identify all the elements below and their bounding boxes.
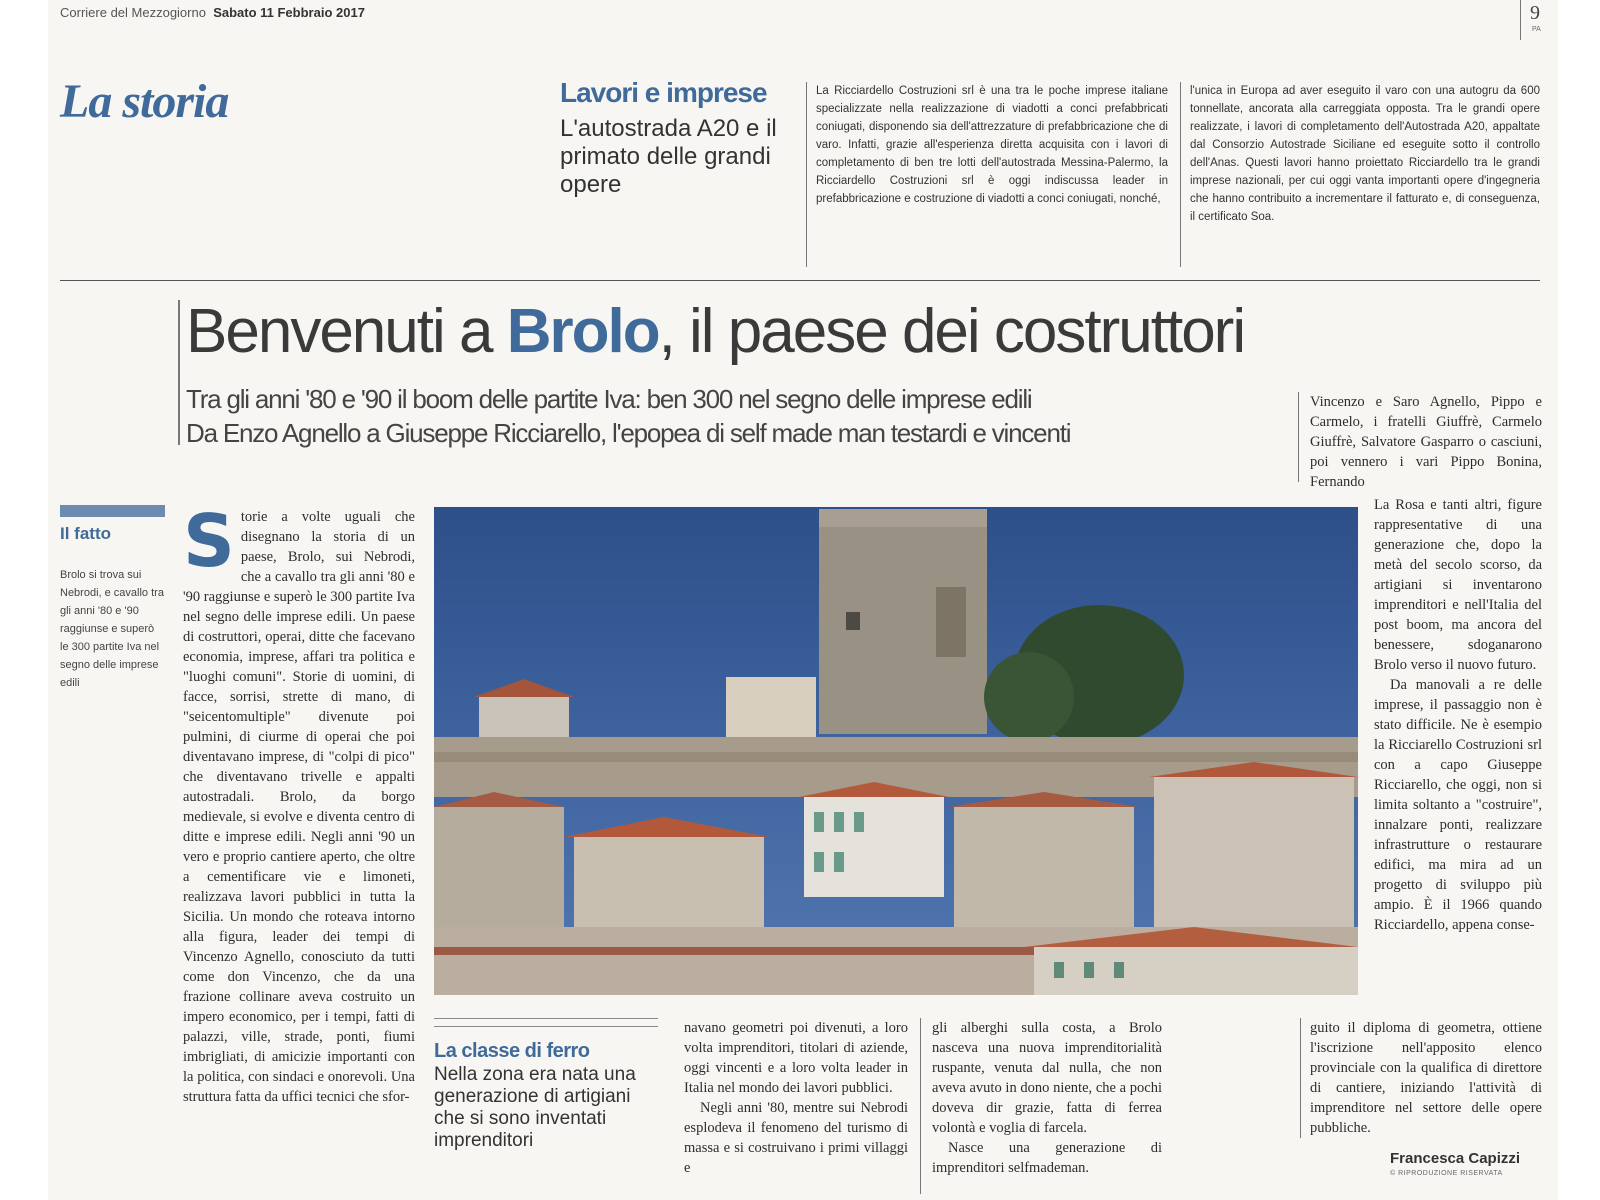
body-right-bottom: guito il diploma di geometra, ottiene l'iscrizione nell'apposito elenco provinciale con la qualifica di direttore di cantiere, iniziando l'attività di imprenditore nel settore delle opere pubbliche. bbox=[1310, 1020, 1542, 1136]
masthead-date: Sabato 11 Febbraio 2017 bbox=[213, 5, 365, 20]
section-label: La storia bbox=[60, 75, 229, 128]
body-right-mid-text: La Rosa e tanti altri, figure rappresentative di una generazione che, dopo la metà del secolo scorso, da artigiani si inventarono imprenditori e nell'Italia del post boom, ma ancora del benessere, sdoganarono Brolo verso il nuovo futuro. bbox=[1374, 497, 1542, 673]
brolo-photo bbox=[434, 507, 1358, 995]
headline-pre: Benvenuti a bbox=[186, 297, 507, 366]
body-col3-text: gli alberghi sulla costa, a Brolo nasceva una nuova imprenditorialità ruspante, venuta dal nulla, che non aveva avuto in dono niente, che a pochi doveva dir grazie, fatta di ferrea volontà e voglia di farcela. bbox=[932, 1020, 1162, 1136]
column-divider bbox=[806, 82, 807, 267]
column-divider bbox=[1180, 82, 1181, 267]
fatto-text: Brolo si trova sui Nebrodi, e cavallo tra gli anni '80 e '90 raggiunse e superò le 300 partite Iva nel segno delle imprese edili bbox=[60, 569, 164, 689]
headline-post: , il paese dei costruttori bbox=[658, 297, 1245, 366]
body-column-2 bbox=[684, 1018, 908, 1194]
body-right-mid2-text: Da manovali a re delle imprese, il passaggio non è stato difficile. Ne è esempio la Ricciarello Costruzioni srl con a capo Giuseppe Ricciarello, che oggi, non si limita soltanto a "costruire", innalzare ponti, realizzare infrastrutture o restaurare edifici, ma mira ad un progetto di sviluppo più ampio. È il 1966 quando Ricciardello, appena conse- bbox=[1374, 677, 1542, 933]
classe-text: Nella zona era nata una generazione di artigiani che si sono inventati imprenditori bbox=[434, 1064, 636, 1151]
top-story-col1: La Ricciardello Costruzioni srl è una tra le poche imprese italiane specializzate nella realizzazione di viadotti a conci prefabbricati coniugati, disponendo sia dell'attrezzature di prefabbricazione che di varo. Infatti, grazie all'esperienza diretta acquisita con i lavori di completamento di ben tre lotti dell'autostrada Messina-Palermo, la Ricciardello Costruzioni srl è oggi indiscussa leader in prefabbricazione e costruzione di viadotti a conci coniugati, nonché, bbox=[816, 85, 1168, 205]
body-col2-text: navano geometri poi divenuti, a loro volta imprenditori, titolari di aziende, oggi vincenti e a loro volta leader in Italia nel mondo dei lavori pubblici. bbox=[684, 1020, 908, 1096]
dropcap: S bbox=[183, 507, 235, 583]
brolo-photo-image bbox=[434, 507, 1358, 995]
masthead-paper: Corriere del Mezzogiorno bbox=[60, 5, 206, 20]
body-column-3 bbox=[932, 1018, 1162, 1194]
body-col2b-text: Negli anni '80, mentre sui Nebrodi esplodeva il fenomeno del turismo di massa e si costruivano i primi villaggi e bbox=[684, 1100, 908, 1176]
body-right-mid bbox=[1374, 495, 1542, 995]
column-divider bbox=[1298, 392, 1299, 482]
subhead bbox=[186, 382, 1070, 450]
masthead-divider bbox=[1520, 0, 1521, 40]
headline-bold: Brolo bbox=[506, 297, 659, 366]
column-divider bbox=[920, 1018, 921, 1194]
body-col1-text: torie a volte uguali che disegnano la storia di un paese, Brolo, sui Nebrodi, che a cavallo tra gli anni '80 e '90 raggiunse e superò le 300 partite Iva nel segno delle imprese edili. Un paese di costruttori, operai, ditte che facevano economia, imprese, affari tra politica e "luoghi comuni". Storie di uomini, di facce, sorrisi, strette di mano, di "seicentomultiple" divenute poi pulmini, di ciurme di operai che poi diventavano imprese, di "colpi di pico" che diventavano trivelle e appalti autostradali. Brolo, da borgo medievale, si evolve e diventa centro di ditte e imprese edili. Negli anni '90 un vero e proprio cantiere aperto, che oltre a cementificare vie e limoneti, realizzava lavori pubblici in tutta la Sicilia. Un mondo che roteava intorno alla figura, leader dei tempi di Vincenzo Agnello, conosciuto da tutti come don Vincenzo, che da una frazione collinare aveva costruito un impero economico, per i tempi, fatti di palazzi, ville, strade, ponti, fiumi imbrigliati, di amicizie importanti con la politica, con sindaci e onorevoli. Una struttura fatta da uffici tecnici che sfor- bbox=[183, 509, 415, 1105]
classe-rule bbox=[434, 1018, 658, 1027]
page-number-suffix: PA bbox=[1532, 26, 1541, 33]
body-column-1 bbox=[183, 507, 415, 1187]
headline-rule bbox=[178, 300, 180, 445]
top-story-kicker: Lavori e imprese bbox=[560, 77, 767, 108]
subhead-line1: Tra gli anni '80 e '90 il boom delle partite Iva: ben 300 nel segno delle imprese edili bbox=[186, 384, 1032, 414]
fatto-bar bbox=[60, 505, 165, 517]
fatto-title: Il fatto bbox=[60, 524, 111, 543]
byline: Francesca Capizzi bbox=[1390, 1150, 1521, 1167]
column-divider bbox=[1300, 1018, 1301, 1138]
body-right-top: Vincenzo e Saro Agnello, Pippo e Carmelo, i fratelli Giuffrè, Carmelo Giuffrè, Salvatore Gasparro o casciuni, poi vennero i vari Pippo Bonina, Fernando bbox=[1310, 394, 1542, 490]
headline bbox=[186, 296, 1244, 367]
body-col3b-text: Nasce una generazione di imprenditori selfmademan. bbox=[932, 1140, 1162, 1176]
subhead-line2: Da Enzo Agnello a Giuseppe Ricciarello, l'epopea di self made man testardi e vincenti bbox=[186, 418, 1071, 448]
top-story-col2: l'unica in Europa ad aver eseguito il varo con una autogru da 600 tonnellate, ancorata alla carreggiata opposta. Tra le grandi opere realizzate, i lavori di completamento dell'Autostrada A20, appaltate dal Consorzio Autostrade Siciliane ed eseguite sotto il controllo dell'Anas. Questi lavori hanno proiettato Ricciardello tra le grandi imprese nazionali, per cui oggi vanta importanti opere d'ingegneria che hanno contribuito a incrementare il fatturato e, di conseguenza, il certificato Soa. bbox=[1190, 85, 1540, 223]
page-number: 9 bbox=[1530, 2, 1540, 24]
copyright-notice: © RIPRODUZIONE RISERVATA bbox=[1390, 1170, 1503, 1177]
section-rule bbox=[60, 280, 1540, 281]
top-story-subtitle: L'autostrada A20 e il primato delle grandi opere bbox=[560, 115, 777, 198]
masthead bbox=[60, 5, 365, 20]
classe-title: La classe di ferro bbox=[434, 1040, 590, 1062]
